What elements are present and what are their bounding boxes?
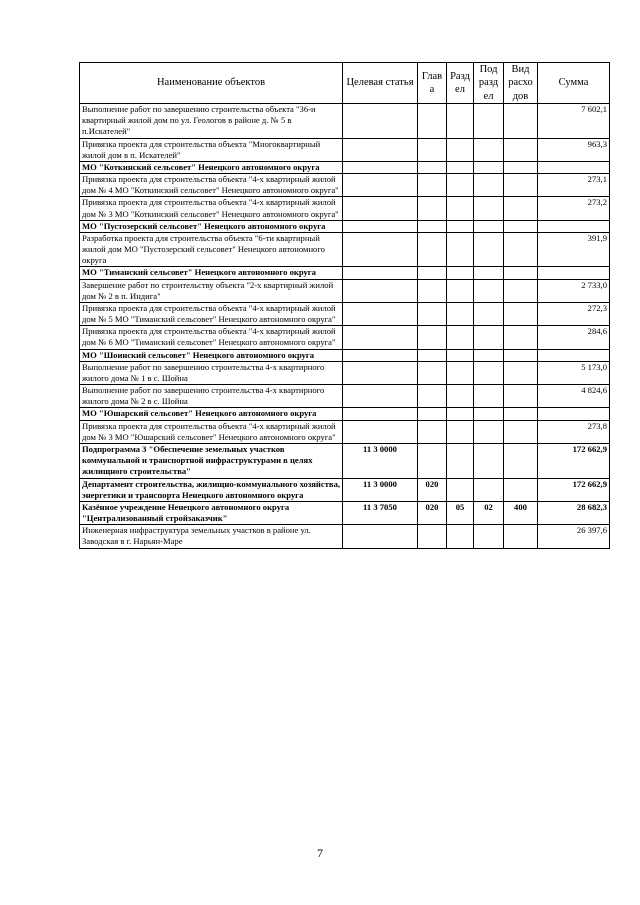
table-row [80, 279, 610, 302]
cell-target [343, 385, 418, 408]
cell-expense [504, 478, 538, 501]
cell-target [343, 302, 418, 325]
cell-target [343, 420, 418, 443]
cell-expense: 400 [504, 501, 538, 524]
header-sum: Сумма [538, 63, 610, 104]
cell-chapter: 020 [418, 501, 447, 524]
cell-sum [538, 349, 610, 361]
cell-sum: 963,3 [538, 138, 610, 161]
cell-chapter [418, 420, 447, 443]
cell-subsection [474, 443, 504, 478]
cell-name: МО "Коткинский сельсовет" Ненецкого автономного округа [80, 161, 343, 173]
cell-chapter [418, 443, 447, 478]
table-row-group [80, 443, 610, 478]
header-section: Разд ел [447, 63, 474, 104]
cell-target [343, 174, 418, 197]
header-target: Целевая статья [343, 63, 418, 104]
cell-expense [504, 385, 538, 408]
cell-target [343, 326, 418, 349]
cell-name: Привязка проекта для строительства объекта "4-х квартирный жилой дом № 3 МО "Коткинский сельсовет" Ненецкого автономного округа" [80, 197, 343, 220]
cell-subsection [474, 104, 504, 139]
table-header-row [80, 63, 610, 104]
cell-expense [504, 349, 538, 361]
cell-subsection [474, 174, 504, 197]
cell-subsection [474, 302, 504, 325]
cell-target: 11 3 7050 [343, 501, 418, 524]
cell-subsection [474, 138, 504, 161]
cell-sum: 273,1 [538, 174, 610, 197]
cell-chapter [418, 326, 447, 349]
cell-name: Выполнение работ по завершению строительства 4-х квартирного жилого дома № 2 в с. Шойна [80, 385, 343, 408]
budget-table [79, 62, 610, 549]
cell-section [447, 420, 474, 443]
cell-name: Привязка проекта для строительства объекта "4-х квартирный жилой дом № 6 МО "Тиманский сельсовет" Ненецкого автономного округа" [80, 326, 343, 349]
header-chapter: Глав а [418, 63, 447, 104]
cell-subsection [474, 279, 504, 302]
cell-name: Завершение работ по строительству объекта "2-х квартирный жилой дом № 2 в п. Индига" [80, 279, 343, 302]
cell-section [447, 161, 474, 173]
cell-target [343, 267, 418, 279]
cell-name: Департамент строительства, жилищно-коммунального хозяйства, энергетики и транспорта Ненецкого автономного округа [80, 478, 343, 501]
cell-section [447, 478, 474, 501]
table-row-group [80, 161, 610, 173]
cell-chapter [418, 279, 447, 302]
cell-subsection [474, 349, 504, 361]
cell-name: Привязка проекта для строительства объекта "4-х квартирный жилой дом № 5 МО "Тиманский сельсовет" Ненецкого автономного округа" [80, 302, 343, 325]
cell-section [447, 174, 474, 197]
cell-sum [538, 220, 610, 232]
cell-sum: 4 824,6 [538, 385, 610, 408]
cell-subsection [474, 385, 504, 408]
cell-expense [504, 361, 538, 384]
table-row [80, 420, 610, 443]
cell-name: Выполнение работ по завершению строительства 4-х квартирного жилого дома № 1 в с. Шойна [80, 361, 343, 384]
cell-subsection [474, 267, 504, 279]
cell-expense [504, 138, 538, 161]
cell-section [447, 104, 474, 139]
table-row [80, 302, 610, 325]
cell-chapter [418, 349, 447, 361]
cell-expense [504, 420, 538, 443]
cell-chapter [418, 302, 447, 325]
cell-target [343, 220, 418, 232]
cell-section [447, 279, 474, 302]
cell-section [447, 232, 474, 267]
table-row-group [80, 501, 610, 524]
cell-subsection [474, 478, 504, 501]
cell-target [343, 408, 418, 420]
cell-expense [504, 232, 538, 267]
cell-sum: 26 397,6 [538, 525, 610, 548]
cell-subsection [474, 420, 504, 443]
cell-expense [504, 174, 538, 197]
cell-target [343, 104, 418, 139]
cell-section [447, 349, 474, 361]
cell-target [343, 361, 418, 384]
cell-expense [504, 104, 538, 139]
cell-target [343, 349, 418, 361]
page-number: 7 [317, 846, 323, 860]
table-row [80, 138, 610, 161]
cell-sum: 284,6 [538, 326, 610, 349]
cell-subsection [474, 361, 504, 384]
cell-sum [538, 161, 610, 173]
cell-section [447, 326, 474, 349]
header-name: Наименование объектов [80, 63, 343, 104]
header-expense-type: Вид расхо дов [504, 63, 538, 104]
table-row [80, 104, 610, 139]
cell-subsection [474, 161, 504, 173]
cell-chapter [418, 408, 447, 420]
cell-expense [504, 443, 538, 478]
cell-chapter [418, 267, 447, 279]
cell-section [447, 385, 474, 408]
cell-sum [538, 267, 610, 279]
cell-sum: 272,3 [538, 302, 610, 325]
cell-chapter [418, 220, 447, 232]
cell-section [447, 220, 474, 232]
table-row [80, 232, 610, 267]
cell-section [447, 525, 474, 548]
table-row-group [80, 220, 610, 232]
cell-section [447, 361, 474, 384]
cell-section: 05 [447, 501, 474, 524]
table-body [80, 104, 610, 549]
cell-chapter [418, 385, 447, 408]
cell-expense [504, 267, 538, 279]
cell-sum: 7 602,1 [538, 104, 610, 139]
cell-expense [504, 525, 538, 548]
cell-sum [538, 408, 610, 420]
cell-target [343, 138, 418, 161]
cell-chapter: 020 [418, 478, 447, 501]
header-subsection: Под разд ел [474, 63, 504, 104]
cell-name: МО "Шоинский сельсовет" Ненецкого автономного округа [80, 349, 343, 361]
cell-section [447, 443, 474, 478]
cell-name: Привязка проекта для строительства объекта "Многоквартирный жилой дом в п. Искателей" [80, 138, 343, 161]
cell-expense [504, 408, 538, 420]
cell-sum: 172 662,9 [538, 443, 610, 478]
cell-section [447, 267, 474, 279]
cell-chapter [418, 232, 447, 267]
cell-chapter [418, 161, 447, 173]
cell-sum: 273,2 [538, 197, 610, 220]
cell-section [447, 138, 474, 161]
table-row-group [80, 267, 610, 279]
cell-chapter [418, 361, 447, 384]
cell-name: Привязка проекта для строительства объекта "4-х квартирный жилой дом № 3 МО "Юшарский сельсовет" Ненецкого автономного округа" [80, 420, 343, 443]
cell-name: МО "Пустозерский сельсовет" Ненецкого автономного округа [80, 220, 343, 232]
cell-target [343, 279, 418, 302]
cell-subsection [474, 220, 504, 232]
cell-expense [504, 220, 538, 232]
cell-chapter [418, 104, 447, 139]
cell-expense [504, 326, 538, 349]
cell-target: 11 3 0000 [343, 478, 418, 501]
cell-name: Привязка проекта для строительства объекта "4-х квартирный жилой дом № 4 МО "Коткинский сельсовет" Ненецкого автономного округа" [80, 174, 343, 197]
cell-name: Разработка проекта для строительства объекта "6-ти квартирный жилой дом МО "Пустозерский сельсовет" Ненецкого автономного округа [80, 232, 343, 267]
cell-target: 11 3 0000 [343, 443, 418, 478]
table-row-group [80, 408, 610, 420]
table-row [80, 174, 610, 197]
cell-chapter [418, 525, 447, 548]
cell-section [447, 408, 474, 420]
cell-name: Выполнение работ по завершению строительства объекта "36-и квартирный жилой дом по ул. Геологов в районе д. № 5 в п.Искателей" [80, 104, 343, 139]
cell-name: Подпрограмма 3 "Обеспечение земельных участков коммунальной и транспортной инфраструктурами в целях жилищного строительства" [80, 443, 343, 478]
table-row [80, 361, 610, 384]
cell-section [447, 302, 474, 325]
cell-expense [504, 302, 538, 325]
cell-target [343, 161, 418, 173]
cell-name: Казённое учреждение Ненецкого автономного округа "Централизованный стройзаказчик" [80, 501, 343, 524]
table-row-group [80, 349, 610, 361]
cell-chapter [418, 197, 447, 220]
table-row [80, 525, 610, 548]
cell-section [447, 197, 474, 220]
cell-subsection: 02 [474, 501, 504, 524]
cell-name: МО "Юшарский сельсовет" Ненецкого автономного округа [80, 408, 343, 420]
cell-expense [504, 161, 538, 173]
cell-sum: 172 662,9 [538, 478, 610, 501]
cell-expense [504, 197, 538, 220]
table-row [80, 385, 610, 408]
table-row [80, 326, 610, 349]
cell-sum: 273,8 [538, 420, 610, 443]
cell-target [343, 525, 418, 548]
cell-target [343, 232, 418, 267]
cell-sum: 28 682,3 [538, 501, 610, 524]
cell-chapter [418, 138, 447, 161]
cell-subsection [474, 232, 504, 267]
cell-expense [504, 279, 538, 302]
cell-subsection [474, 408, 504, 420]
cell-sum: 2 733,0 [538, 279, 610, 302]
cell-chapter [418, 174, 447, 197]
table-row-group [80, 478, 610, 501]
cell-sum: 391,9 [538, 232, 610, 267]
cell-name: Инженерная инфраструктура земельных участков в районе ул. Заводская в г. Нарьян-Маре [80, 525, 343, 548]
cell-name: МО "Тиманский сельсовет" Ненецкого автономного округа [80, 267, 343, 279]
cell-subsection [474, 197, 504, 220]
table-row [80, 197, 610, 220]
cell-sum: 5 173,0 [538, 361, 610, 384]
cell-subsection [474, 326, 504, 349]
cell-target [343, 197, 418, 220]
cell-subsection [474, 525, 504, 548]
